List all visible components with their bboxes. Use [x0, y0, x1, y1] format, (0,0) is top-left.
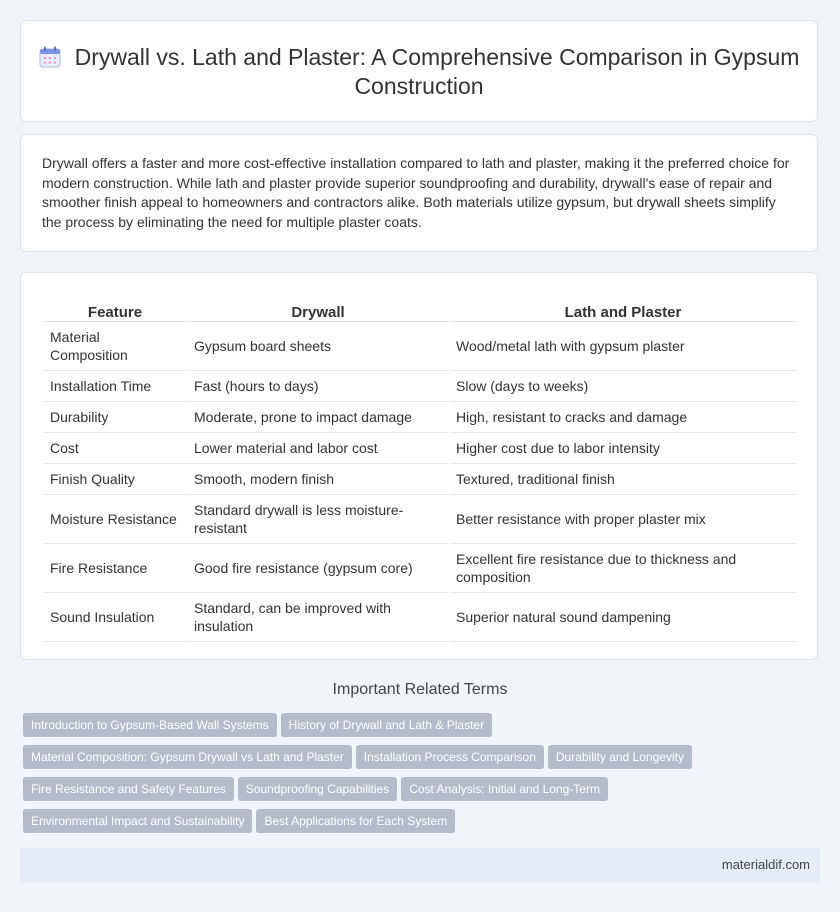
comparison-table-card: [20, 272, 818, 660]
drywall-cell: Moderate, prone to impact damage: [188, 402, 448, 433]
table-row: [44, 402, 796, 433]
lath-plaster-cell: Higher cost due to labor intensity: [450, 433, 796, 464]
lath-plaster-cell: High, resistant to cracks and damage: [450, 402, 796, 433]
intro-card: [20, 134, 818, 252]
feature-cell: Material Composition: [44, 322, 186, 371]
page-title: Drywall vs. Lath and Plaster: A Comprehensive Comparison in Gypsum Construction: [74, 44, 800, 99]
drywall-cell: Smooth, modern finish: [188, 464, 448, 495]
lath-plaster-cell: Superior natural sound dampening: [450, 593, 796, 642]
table-row: [44, 544, 796, 593]
calendar-icon: [39, 46, 61, 68]
lath-plaster-cell: Wood/metal lath with gypsum plaster: [450, 322, 796, 371]
related-terms-heading: Important Related Terms: [332, 681, 508, 698]
header-card: [20, 20, 818, 122]
feature-cell: Finish Quality: [44, 464, 186, 495]
feature-cell: Durability: [44, 402, 186, 433]
lath-plaster-cell: Excellent fire resistance due to thickness and composition: [450, 544, 796, 593]
table-row: [44, 433, 796, 464]
feature-cell: Cost: [44, 433, 186, 464]
related-term-tag[interactable]: Material Composition: Gypsum Drywall vs Lath and Plaster: [23, 745, 352, 769]
page-title-wrap: [21, 43, 817, 101]
footer-site-link[interactable]: materialdif.com: [721, 857, 810, 872]
lath-plaster-cell: Slow (days to weeks): [450, 371, 796, 402]
lath-plaster-cell: Better resistance with proper plaster mix: [450, 495, 796, 544]
drywall-cell: Standard, can be improved with insulation: [188, 593, 448, 642]
related-term-tag[interactable]: History of Drywall and Lath & Plaster: [281, 713, 492, 737]
lath-plaster-cell: Textured, traditional finish: [450, 464, 796, 495]
table-row: [44, 464, 796, 495]
table-row: [44, 495, 796, 544]
table-row: [44, 593, 796, 642]
related-terms-list: [23, 713, 803, 841]
drywall-cell: Lower material and labor cost: [188, 433, 448, 464]
feature-cell: Installation Time: [44, 371, 186, 402]
drywall-cell: Fast (hours to days): [188, 371, 448, 402]
drywall-cell: Gypsum board sheets: [188, 322, 448, 371]
intro-paragraph: Drywall offers a faster and more cost-effective installation compared to lath and plaster, making it the preferred choice for modern construction. While lath and plaster provide superior soundproofing and durability, drywall's ease of repair and smoother finish appeal to homeowners and contractors alike. Both materials utilize gypsum, but drywall sheets simplify the process by eliminating the need for multiple plaster coats.: [42, 155, 790, 230]
related-term-tag[interactable]: Cost Analysis: Initial and Long-Term: [401, 777, 608, 801]
related-term-tag[interactable]: Introduction to Gypsum-Based Wall Systems: [23, 713, 277, 737]
drywall-cell: Standard drywall is less moisture-resistant: [188, 495, 448, 544]
related-term-tag[interactable]: Installation Process Comparison: [356, 745, 544, 769]
feature-cell: Moisture Resistance: [44, 495, 186, 544]
feature-cell: Fire Resistance: [44, 544, 186, 593]
header-lath-plaster: Lath and Plaster: [450, 293, 796, 322]
related-term-tag[interactable]: Durability and Longevity: [548, 745, 692, 769]
related-term-tag[interactable]: Soundproofing Capabilities: [238, 777, 397, 801]
drywall-cell: Good fire resistance (gypsum core): [188, 544, 448, 593]
related-term-tag[interactable]: Environmental Impact and Sustainability: [23, 809, 252, 833]
header-drywall: Drywall: [188, 293, 448, 322]
related-term-tag[interactable]: Best Applications for Each System: [256, 809, 455, 833]
related-term-tag[interactable]: Fire Resistance and Safety Features: [23, 777, 234, 801]
feature-cell: Sound Insulation: [44, 593, 186, 642]
comparison-table: [42, 293, 798, 642]
table-row: [44, 322, 796, 371]
header-feature: Feature: [44, 293, 186, 322]
table-row: [44, 371, 796, 402]
table-header-row: [44, 293, 796, 322]
footer-bar: [20, 848, 820, 882]
